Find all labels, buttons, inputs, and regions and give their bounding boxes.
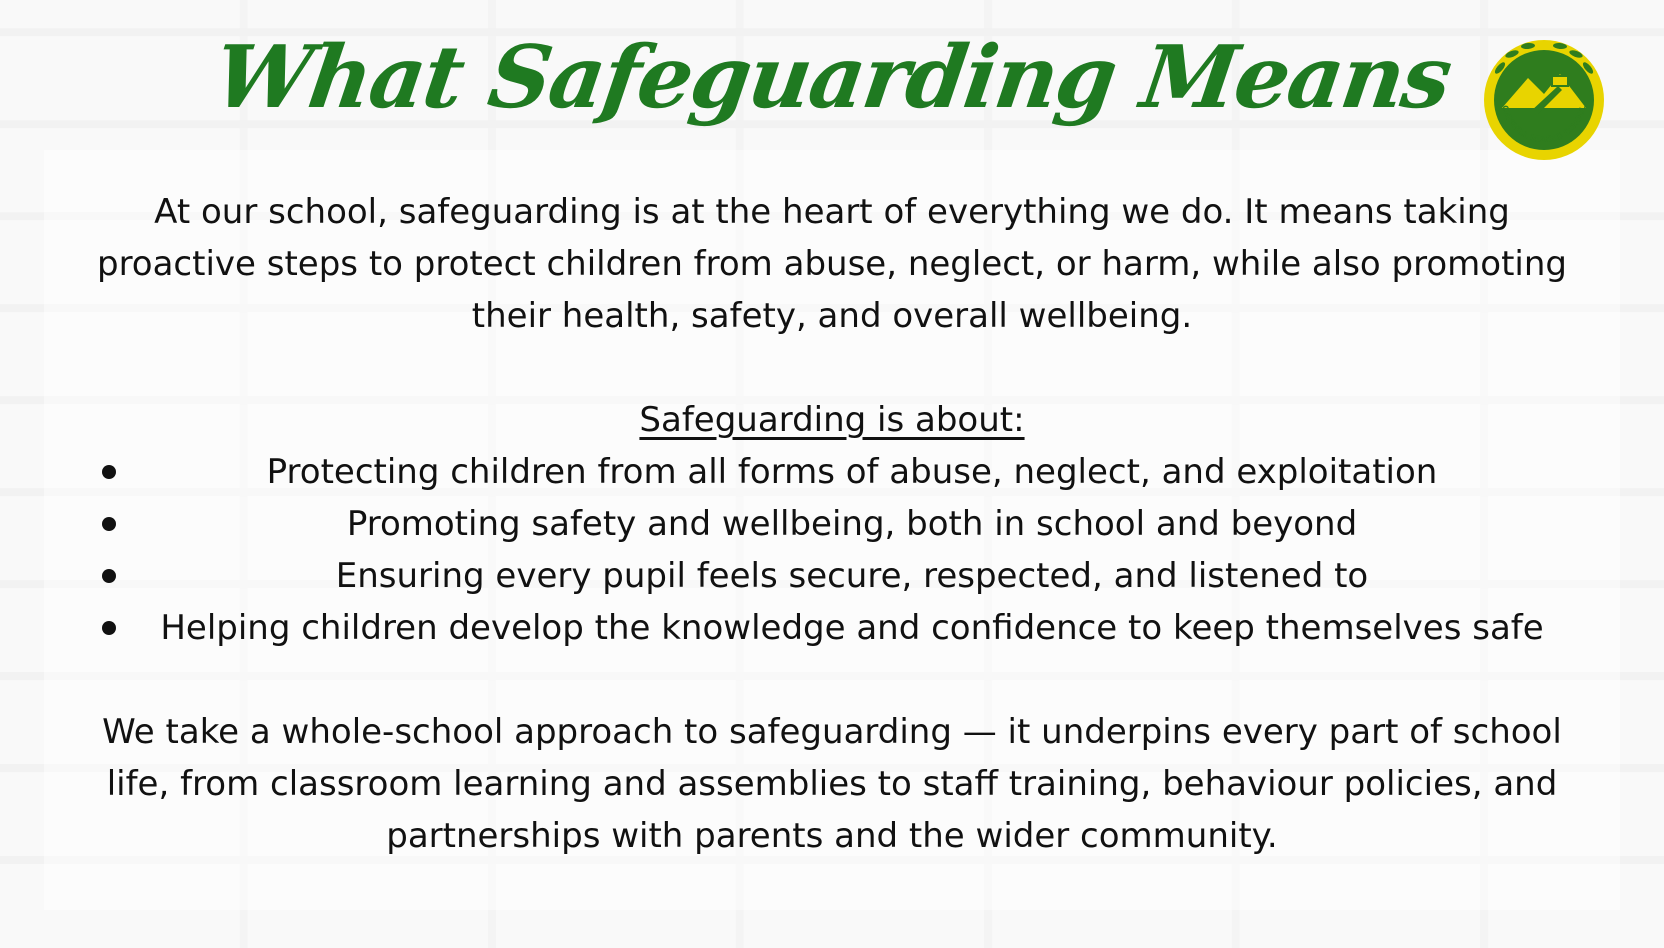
outro-paragraph: We take a whole-school approach to safeguarding — it underpins every part of school life, from classroom learning and assemblies to staff training, behaviour policies, and partnerships with parents and the wider community.	[102, 712, 1562, 856]
intro-paragraph: At our school, safeguarding is at the heart of everything we do. It means taking proactive steps to protect children from abuse, neglect, or harm, while also promoting their health, safety, and overall wellbeing.	[96, 192, 1567, 336]
school-logo	[1482, 38, 1606, 162]
bullet-icon	[102, 569, 116, 583]
slide-content	[80, 186, 1584, 862]
bullet-icon	[102, 517, 116, 531]
list-item-text: Ensuring every pupil feels secure, respected, and listened to	[335, 556, 1369, 596]
list-item-text: Promoting safety and wellbeing, both in school and beyond	[346, 504, 1358, 544]
bullets-heading: Safeguarding is about:	[639, 400, 1025, 440]
logo-text: CATSHILL MIDDLE SCHOOL	[1500, 104, 1588, 145]
list-item-text: Helping children develop the knowledge and confidence to keep themselves safe	[160, 608, 1544, 648]
bullet-list	[80, 446, 1584, 654]
list-item	[80, 498, 1584, 550]
list-item	[80, 602, 1584, 654]
list-item	[80, 550, 1584, 602]
bullet-icon	[102, 621, 116, 635]
bullet-icon	[102, 465, 116, 479]
list-item	[80, 446, 1584, 498]
list-item-text: Protecting children from all forms of abuse, neglect, and exploitation	[266, 452, 1438, 492]
slide-title: What Safeguarding Means	[208, 27, 1457, 128]
